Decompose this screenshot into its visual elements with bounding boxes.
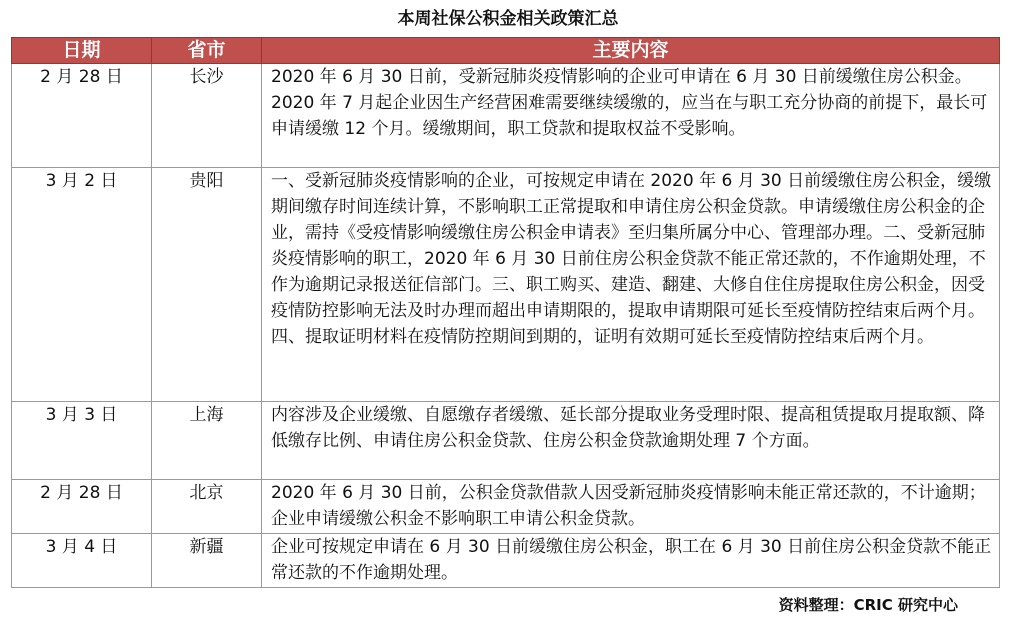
row-content: 企业可按规定申请在 6 月 30 日前缓缴住房公积金，职工在 6 月 30 日前住房公积金贷款不能正常还款的不作逾期处理。 <box>262 534 1000 588</box>
table-row <box>12 534 1000 588</box>
table-header-row <box>12 38 1000 64</box>
row-content: 内容涉及企业缓缴、自愿缴存者缓缴、延长部分提取业务受理时限、提高租赁提取月提取额、降低缴存比例、申请住房公积金贷款、住房公积金贷款逾期处理 7 个方面。 <box>262 402 1000 480</box>
table-row <box>12 64 1000 168</box>
row-date: 3 月 3 日 <box>12 402 152 480</box>
row-content: 2020 年 6 月 30 日前，受新冠肺炎疫情影响的企业可申请在 6 月 30 日前缓缴住房公积金。2020 年 7 月起企业因生产经营困难需要继续缓缴的，应当在与职工充分协商的前提下，最长可申请缓缴 12 个月。缓缴期间，职工贷款和提取权益不受影响。 <box>262 64 1000 168</box>
row-province: 贵阳 <box>152 168 262 402</box>
row-date: 3 月 4 日 <box>12 534 152 588</box>
column-header-content: 主要内容 <box>262 38 1000 64</box>
column-header-date: 日期 <box>12 38 152 64</box>
source-note: 资料整理：CRIC 研究中心 <box>778 596 958 614</box>
column-header-province: 省市 <box>152 38 262 64</box>
row-content: 2020 年 6 月 30 日前，公积金贷款借款人因受新冠肺炎疫情影响未能正常还款的，不计逾期；企业申请缓缴公积金不影响职工申请公积金贷款。 <box>262 480 1000 534</box>
policy-table <box>11 37 1000 588</box>
row-date: 2 月 28 日 <box>12 64 152 168</box>
row-date: 3 月 2 日 <box>12 168 152 402</box>
table-row <box>12 480 1000 534</box>
row-province: 新疆 <box>152 534 262 588</box>
row-content: 一、受新冠肺炎疫情影响的企业，可按规定申请在 2020 年 6 月 30 日前缓缴住房公积金，缓缴期间缴存时间连续计算，不影响职工正常提取和申请住房公积金贷款。申请缓缴住房公积金的企业，需持《受疫情影响缓缴住房公积金申请表》至归集所属分中心、管理部办理。二、受新冠肺炎疫情影响的职工，2020 年 6 月 30 日前住房公积金贷款不能正常还款的，不作逾期处理，不作为逾期记录报送征信部门。三、职工购买、建造、翻建、大修自住住房提取住房公积金，因受疫情防控影响无法及时办理而超出申请期限的，提取申请期限可延长至疫情防控结束后两个月。四、提取证明材料在疫情防控期间到期的，证明有效期可延长至疫情防控结束后两个月。 <box>262 168 1000 402</box>
row-province: 上海 <box>152 402 262 480</box>
row-date: 2 月 28 日 <box>12 480 152 534</box>
row-province: 北京 <box>152 480 262 534</box>
table-row <box>12 168 1000 402</box>
row-province: 长沙 <box>152 64 262 168</box>
page-title: 本周社保公积金相关政策汇总 <box>397 9 619 29</box>
table-row <box>12 402 1000 480</box>
